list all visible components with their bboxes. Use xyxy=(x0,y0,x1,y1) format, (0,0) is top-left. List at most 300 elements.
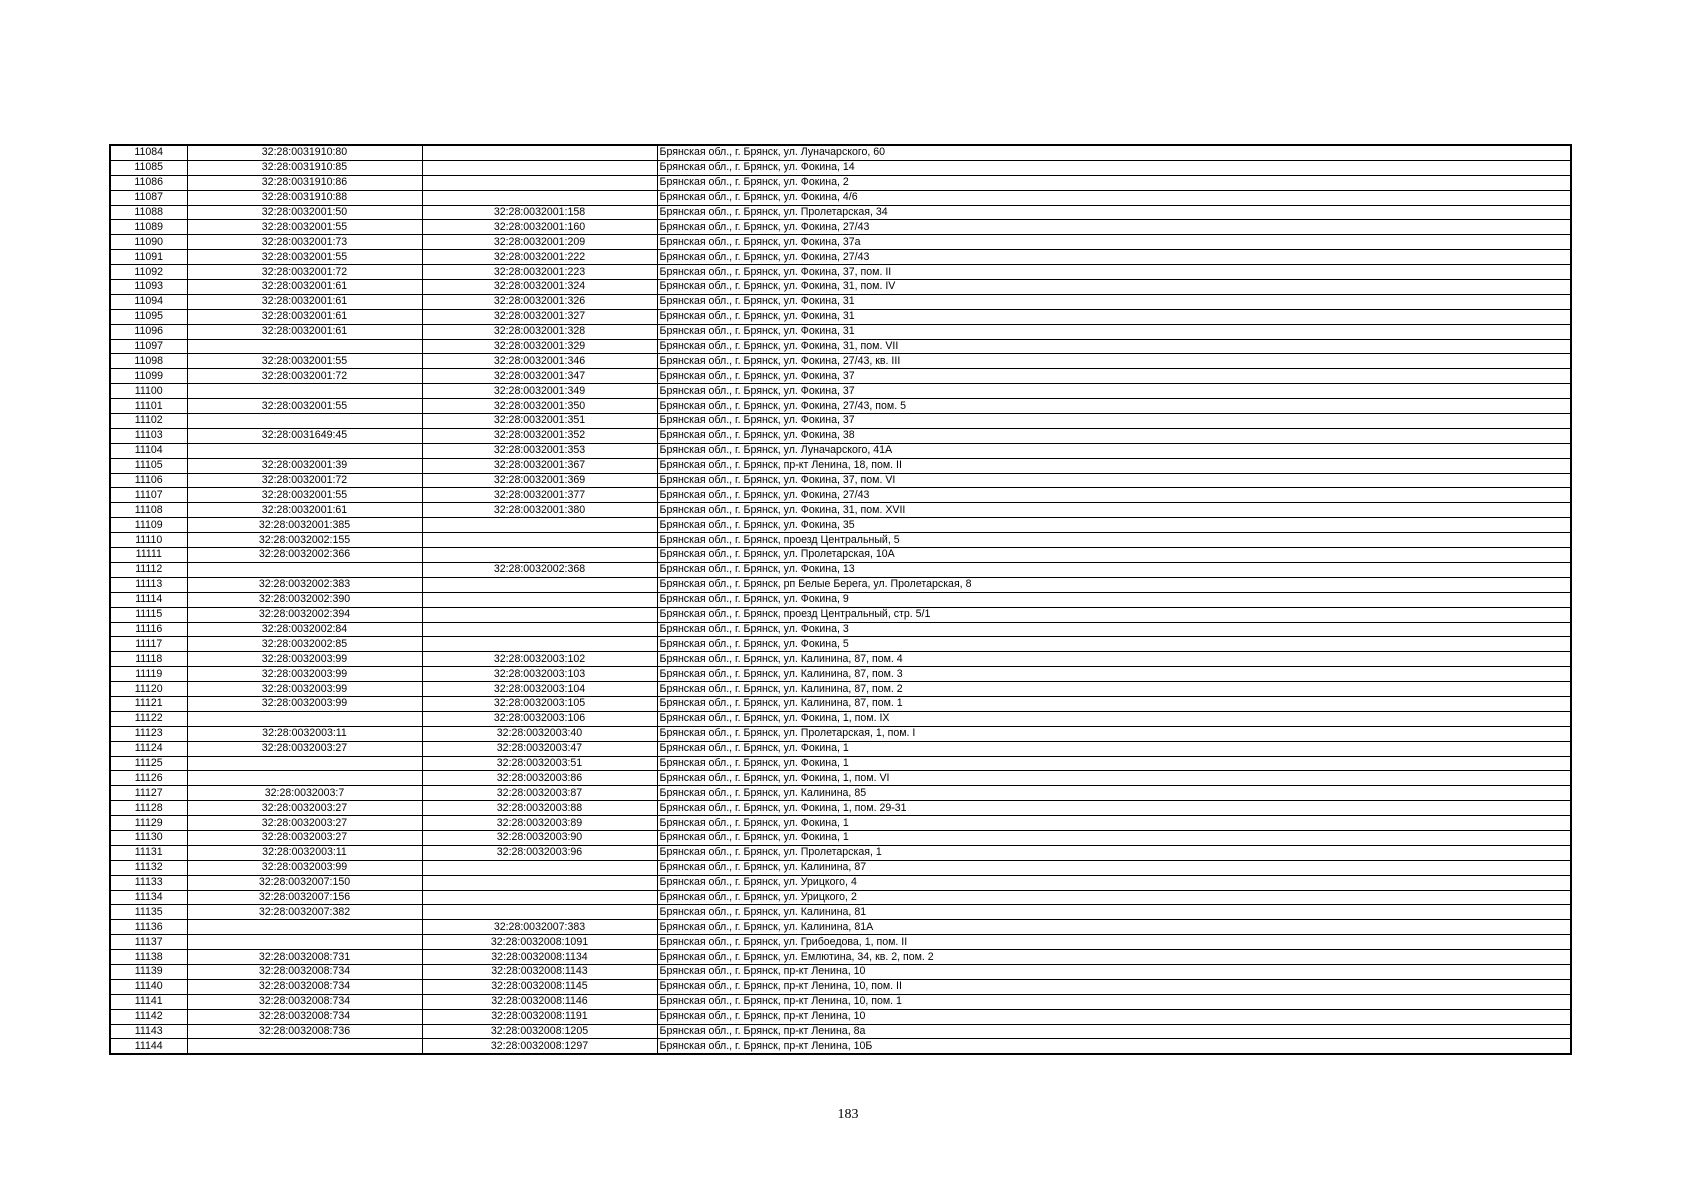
row-number-cell: 11119 xyxy=(110,667,187,682)
parent-cadastral-number-cell: 32:28:0032003:27 xyxy=(187,830,422,845)
table-row xyxy=(110,250,1571,265)
address-cell: Брянская обл., г. Брянск, ул. Фокина, 37, пом. VI xyxy=(657,473,1571,488)
object-cadastral-number-cell: 32:28:0032001:346 xyxy=(422,354,657,369)
address-cell: Брянская обл., г. Брянск, ул. Фокина, 2 xyxy=(657,175,1571,190)
table-row xyxy=(110,652,1571,667)
object-cadastral-number-cell: 32:28:0032001:326 xyxy=(422,294,657,309)
row-number-cell: 11099 xyxy=(110,369,187,384)
parent-cadastral-number-cell: 32:28:0032003:99 xyxy=(187,667,422,682)
table-row xyxy=(110,935,1571,950)
row-number-cell: 11090 xyxy=(110,235,187,250)
table-row xyxy=(110,1039,1571,1054)
row-number-cell: 11115 xyxy=(110,607,187,622)
row-number-cell: 11096 xyxy=(110,324,187,339)
object-cadastral-number-cell: 32:28:0032001:380 xyxy=(422,503,657,518)
parent-cadastral-number-cell: 32:28:0032002:85 xyxy=(187,637,422,652)
address-cell: Брянская обл., г. Брянск, ул. Пролетарская, 1 xyxy=(657,845,1571,860)
address-cell: Брянская обл., г. Брянск, ул. Калинина, 87, пом. 1 xyxy=(657,696,1571,711)
object-cadastral-number-cell: 32:28:0032008:1145 xyxy=(422,979,657,994)
parent-cadastral-number-cell: 32:28:0032001:55 xyxy=(187,354,422,369)
table-row xyxy=(110,875,1571,890)
parent-cadastral-number-cell: 32:28:0032001:55 xyxy=(187,250,422,265)
address-cell: Брянская обл., г. Брянск, пр-кт Ленина, 10 xyxy=(657,964,1571,979)
parent-cadastral-number-cell: 32:28:0032002:84 xyxy=(187,622,422,637)
table-row xyxy=(110,443,1571,458)
object-cadastral-number-cell xyxy=(422,145,657,160)
address-cell: Брянская обл., г. Брянск, ул. Фокина, 37, пом. II xyxy=(657,265,1571,280)
parent-cadastral-number-cell: 32:28:0032001:61 xyxy=(187,309,422,324)
row-number-cell: 11123 xyxy=(110,726,187,741)
address-cell: Брянская обл., г. Брянск, ул. Фокина, 27/43 xyxy=(657,220,1571,235)
table-row xyxy=(110,145,1571,160)
address-cell: Брянская обл., г. Брянск, ул. Фокина, 27/43 xyxy=(657,250,1571,265)
parent-cadastral-number-cell xyxy=(187,756,422,771)
parent-cadastral-number-cell: 32:28:0032003:99 xyxy=(187,652,422,667)
row-number-cell: 11105 xyxy=(110,458,187,473)
row-number-cell: 11100 xyxy=(110,384,187,399)
row-number-cell: 11130 xyxy=(110,830,187,845)
address-cell: Брянская обл., г. Брянск, ул. Калинина, 85 xyxy=(657,786,1571,801)
row-number-cell: 11084 xyxy=(110,145,187,160)
table-row xyxy=(110,682,1571,697)
row-number-cell: 11134 xyxy=(110,890,187,905)
row-number-cell: 11113 xyxy=(110,577,187,592)
table-row xyxy=(110,920,1571,935)
object-cadastral-number-cell: 32:28:0032008:1191 xyxy=(422,1009,657,1024)
table-row xyxy=(110,801,1571,816)
object-cadastral-number-cell: 32:28:0032003:87 xyxy=(422,786,657,801)
address-cell: Брянская обл., г. Брянск, ул. Луначарского, 41А xyxy=(657,443,1571,458)
address-cell: Брянская обл., г. Брянск, рп Белые Берега, ул. Пролетарская, 8 xyxy=(657,577,1571,592)
address-cell: Брянская обл., г. Брянск, ул. Фокина, 31 xyxy=(657,309,1571,324)
object-cadastral-number-cell: 32:28:0032001:349 xyxy=(422,384,657,399)
parent-cadastral-number-cell: 32:28:0032001:72 xyxy=(187,265,422,280)
row-number-cell: 11088 xyxy=(110,205,187,220)
object-cadastral-number-cell xyxy=(422,905,657,920)
object-cadastral-number-cell: 32:28:0032001:328 xyxy=(422,324,657,339)
table-row xyxy=(110,816,1571,831)
row-number-cell: 11109 xyxy=(110,518,187,533)
table-row xyxy=(110,696,1571,711)
parent-cadastral-number-cell: 32:28:0032008:734 xyxy=(187,994,422,1009)
table-row xyxy=(110,160,1571,175)
address-cell: Брянская обл., г. Брянск, ул. Фокина, 27/43, пом. 5 xyxy=(657,399,1571,414)
address-cell: Брянская обл., г. Брянск, ул. Фокина, 1, пом. VI xyxy=(657,771,1571,786)
object-cadastral-number-cell: 32:28:0032003:103 xyxy=(422,667,657,682)
table-row xyxy=(110,324,1571,339)
table-row xyxy=(110,890,1571,905)
parent-cadastral-number-cell: 32:28:0032002:383 xyxy=(187,577,422,592)
table-row xyxy=(110,562,1571,577)
parent-cadastral-number-cell: 32:28:0032003:27 xyxy=(187,801,422,816)
row-number-cell: 11142 xyxy=(110,1009,187,1024)
address-cell: Брянская обл., г. Брянск, ул. Калинина, 87, пом. 4 xyxy=(657,652,1571,667)
row-number-cell: 11128 xyxy=(110,801,187,816)
table-row xyxy=(110,458,1571,473)
object-cadastral-number-cell: 32:28:0032001:351 xyxy=(422,414,657,429)
page-number: 183 xyxy=(837,1107,859,1122)
table-row xyxy=(110,205,1571,220)
parent-cadastral-number-cell: 32:28:0032001:72 xyxy=(187,369,422,384)
object-cadastral-number-cell: 32:28:0032003:89 xyxy=(422,816,657,831)
object-cadastral-number-cell: 32:28:0032001:327 xyxy=(422,309,657,324)
address-cell: Брянская обл., г. Брянск, ул. Фокина, 27/43, кв. III xyxy=(657,354,1571,369)
address-cell: Брянская обл., г. Брянск, ул. Фокина, 1 xyxy=(657,741,1571,756)
row-number-cell: 11097 xyxy=(110,339,187,354)
row-number-cell: 11091 xyxy=(110,250,187,265)
parent-cadastral-number-cell: 32:28:0032003:27 xyxy=(187,741,422,756)
row-number-cell: 11086 xyxy=(110,175,187,190)
parent-cadastral-number-cell: 32:28:0032001:61 xyxy=(187,294,422,309)
row-number-cell: 11141 xyxy=(110,994,187,1009)
table-row xyxy=(110,428,1571,443)
table-row xyxy=(110,384,1571,399)
row-number-cell: 11107 xyxy=(110,488,187,503)
object-cadastral-number-cell: 32:28:0032001:329 xyxy=(422,339,657,354)
parent-cadastral-number-cell: 32:28:0032001:61 xyxy=(187,503,422,518)
table-row xyxy=(110,845,1571,860)
object-cadastral-number-cell: 32:28:0032003:96 xyxy=(422,845,657,860)
parent-cadastral-number-cell: 32:28:0032002:390 xyxy=(187,592,422,607)
table-row xyxy=(110,830,1571,845)
table-row xyxy=(110,533,1571,548)
parent-cadastral-number-cell xyxy=(187,443,422,458)
parent-cadastral-number-cell: 32:28:0032001:55 xyxy=(187,488,422,503)
address-cell: Брянская обл., г. Брянск, пр-кт Ленина, 10, пом. 1 xyxy=(657,994,1571,1009)
address-cell: Брянская обл., г. Брянск, ул. Фокина, 13 xyxy=(657,562,1571,577)
address-cell: Брянская обл., г. Брянск, ул. Фокина, 38 xyxy=(657,428,1571,443)
object-cadastral-number-cell: 32:28:0032001:160 xyxy=(422,220,657,235)
table-row xyxy=(110,309,1571,324)
parent-cadastral-number-cell xyxy=(187,1039,422,1054)
parent-cadastral-number-cell xyxy=(187,384,422,399)
row-number-cell: 11132 xyxy=(110,860,187,875)
row-number-cell: 11143 xyxy=(110,1024,187,1039)
parent-cadastral-number-cell xyxy=(187,771,422,786)
object-cadastral-number-cell: 32:28:0032001:222 xyxy=(422,250,657,265)
row-number-cell: 11144 xyxy=(110,1039,187,1054)
parent-cadastral-number-cell: 32:28:0032008:734 xyxy=(187,1009,422,1024)
address-cell: Брянская обл., г. Брянск, ул. Фокина, 31 xyxy=(657,294,1571,309)
table-row xyxy=(110,220,1571,235)
object-cadastral-number-cell: 32:28:0032003:106 xyxy=(422,711,657,726)
object-cadastral-number-cell xyxy=(422,860,657,875)
row-number-cell: 11103 xyxy=(110,428,187,443)
row-number-cell: 11106 xyxy=(110,473,187,488)
address-cell: Брянская обл., г. Брянск, ул. Фокина, 1, пом. 29-31 xyxy=(657,801,1571,816)
table-row xyxy=(110,607,1571,622)
parent-cadastral-number-cell: 32:28:0032001:72 xyxy=(187,473,422,488)
address-cell: Брянская обл., г. Брянск, проезд Центральный, стр. 5/1 xyxy=(657,607,1571,622)
parent-cadastral-number-cell xyxy=(187,935,422,950)
table-row xyxy=(110,726,1571,741)
table-row xyxy=(110,622,1571,637)
parent-cadastral-number-cell: 32:28:0032003:11 xyxy=(187,726,422,741)
table-row xyxy=(110,1024,1571,1039)
parent-cadastral-number-cell: 32:28:0031910:80 xyxy=(187,145,422,160)
row-number-cell: 11124 xyxy=(110,741,187,756)
address-cell: Брянская обл., г. Брянск, ул. Калинина, 87, пом. 3 xyxy=(657,667,1571,682)
parent-cadastral-number-cell: 32:28:0032003:7 xyxy=(187,786,422,801)
object-cadastral-number-cell: 32:28:0032002:368 xyxy=(422,562,657,577)
object-cadastral-number-cell: 32:28:0032001:223 xyxy=(422,265,657,280)
parent-cadastral-number-cell: 32:28:0031649:45 xyxy=(187,428,422,443)
row-number-cell: 11138 xyxy=(110,950,187,965)
table-row xyxy=(110,786,1571,801)
address-cell: Брянская обл., г. Брянск, ул. Фокина, 37а xyxy=(657,235,1571,250)
row-number-cell: 11129 xyxy=(110,816,187,831)
row-number-cell: 11092 xyxy=(110,265,187,280)
row-number-cell: 11120 xyxy=(110,682,187,697)
object-cadastral-number-cell: 32:28:0032008:1143 xyxy=(422,964,657,979)
address-cell: Брянская обл., г. Брянск, ул. Фокина, 37 xyxy=(657,414,1571,429)
table-row xyxy=(110,756,1571,771)
address-cell: Брянская обл., г. Брянск, ул. Фокина, 1, пом. IX xyxy=(657,711,1571,726)
table-row xyxy=(110,577,1571,592)
address-cell: Брянская обл., г. Брянск, ул. Пролетарская, 1, пом. I xyxy=(657,726,1571,741)
table-row xyxy=(110,369,1571,384)
address-cell: Брянская обл., г. Брянск, пр-кт Ленина, 18, пом. II xyxy=(657,458,1571,473)
parent-cadastral-number-cell: 32:28:0031910:88 xyxy=(187,190,422,205)
object-cadastral-number-cell: 32:28:0032003:51 xyxy=(422,756,657,771)
row-number-cell: 11136 xyxy=(110,920,187,935)
address-cell: Брянская обл., г. Брянск, ул. Урицкого, 2 xyxy=(657,890,1571,905)
address-cell: Брянская обл., г. Брянск, ул. Фокина, 14 xyxy=(657,160,1571,175)
parent-cadastral-number-cell: 32:28:0032002:366 xyxy=(187,548,422,563)
table-row xyxy=(110,592,1571,607)
object-cadastral-number-cell xyxy=(422,875,657,890)
row-number-cell: 11087 xyxy=(110,190,187,205)
address-cell: Брянская обл., г. Брянск, ул. Урицкого, 4 xyxy=(657,875,1571,890)
table-row xyxy=(110,280,1571,295)
row-number-cell: 11131 xyxy=(110,845,187,860)
object-cadastral-number-cell: 32:28:0032007:383 xyxy=(422,920,657,935)
address-cell: Брянская обл., г. Брянск, ул. Фокина, 4/6 xyxy=(657,190,1571,205)
table-row xyxy=(110,860,1571,875)
parent-cadastral-number-cell: 32:28:0032008:734 xyxy=(187,964,422,979)
parent-cadastral-number-cell: 32:28:0032008:731 xyxy=(187,950,422,965)
table-row xyxy=(110,190,1571,205)
table-row xyxy=(110,518,1571,533)
object-cadastral-number-cell xyxy=(422,160,657,175)
parent-cadastral-number-cell: 32:28:0031910:86 xyxy=(187,175,422,190)
row-number-cell: 11085 xyxy=(110,160,187,175)
row-number-cell: 11125 xyxy=(110,756,187,771)
object-cadastral-number-cell xyxy=(422,533,657,548)
object-cadastral-number-cell xyxy=(422,890,657,905)
parent-cadastral-number-cell: 32:28:0032001:385 xyxy=(187,518,422,533)
table-row xyxy=(110,399,1571,414)
row-number-cell: 11137 xyxy=(110,935,187,950)
row-number-cell: 11127 xyxy=(110,786,187,801)
object-cadastral-number-cell: 32:28:0032001:324 xyxy=(422,280,657,295)
address-cell: Брянская обл., г. Брянск, ул. Фокина, 1 xyxy=(657,816,1571,831)
row-number-cell: 11135 xyxy=(110,905,187,920)
parent-cadastral-number-cell: 32:28:0032003:99 xyxy=(187,682,422,697)
object-cadastral-number-cell: 32:28:0032008:1205 xyxy=(422,1024,657,1039)
object-cadastral-number-cell xyxy=(422,622,657,637)
address-cell: Брянская обл., г. Брянск, пр-кт Ленина, 8а xyxy=(657,1024,1571,1039)
address-cell: Брянская обл., г. Брянск, ул. Фокина, 31, пом. XVII xyxy=(657,503,1571,518)
row-number-cell: 11089 xyxy=(110,220,187,235)
table-row xyxy=(110,235,1571,250)
parent-cadastral-number-cell: 32:28:0032001:55 xyxy=(187,399,422,414)
parent-cadastral-number-cell: 32:28:0032007:150 xyxy=(187,875,422,890)
object-cadastral-number-cell xyxy=(422,577,657,592)
object-cadastral-number-cell: 32:28:0032003:86 xyxy=(422,771,657,786)
object-cadastral-number-cell: 32:28:0032001:352 xyxy=(422,428,657,443)
object-cadastral-number-cell: 32:28:0032001:369 xyxy=(422,473,657,488)
address-cell: Брянская обл., г. Брянск, ул. Фокина, 1 xyxy=(657,756,1571,771)
object-cadastral-number-cell: 32:28:0032001:347 xyxy=(422,369,657,384)
table-row xyxy=(110,950,1571,965)
parent-cadastral-number-cell: 32:28:0032001:73 xyxy=(187,235,422,250)
table-row xyxy=(110,741,1571,756)
table-row xyxy=(110,979,1571,994)
row-number-cell: 11093 xyxy=(110,280,187,295)
table-row xyxy=(110,503,1571,518)
object-cadastral-number-cell: 32:28:0032003:88 xyxy=(422,801,657,816)
address-cell: Брянская обл., г. Брянск, пр-кт Ленина, 10Б xyxy=(657,1039,1571,1054)
object-cadastral-number-cell: 32:28:0032001:377 xyxy=(422,488,657,503)
object-cadastral-number-cell: 32:28:0032001:158 xyxy=(422,205,657,220)
row-number-cell: 11108 xyxy=(110,503,187,518)
parent-cadastral-number-cell xyxy=(187,414,422,429)
parent-cadastral-number-cell: 32:28:0032001:61 xyxy=(187,280,422,295)
object-cadastral-number-cell: 32:28:0032003:104 xyxy=(422,682,657,697)
object-cadastral-number-cell: 32:28:0032003:102 xyxy=(422,652,657,667)
address-cell: Брянская обл., г. Брянск, ул. Калинина, 87, пом. 2 xyxy=(657,682,1571,697)
row-number-cell: 11133 xyxy=(110,875,187,890)
parent-cadastral-number-cell: 32:28:0032001:50 xyxy=(187,205,422,220)
parent-cadastral-number-cell: 32:28:0032002:155 xyxy=(187,533,422,548)
row-number-cell: 11102 xyxy=(110,414,187,429)
table-row xyxy=(110,175,1571,190)
row-number-cell: 11110 xyxy=(110,533,187,548)
table-row xyxy=(110,964,1571,979)
object-cadastral-number-cell xyxy=(422,548,657,563)
object-cadastral-number-cell: 32:28:0032001:209 xyxy=(422,235,657,250)
address-cell: Брянская обл., г. Брянск, ул. Калинина, 81 xyxy=(657,905,1571,920)
address-cell: Брянская обл., г. Брянск, ул. Фокина, 31 xyxy=(657,324,1571,339)
parent-cadastral-number-cell: 32:28:0032008:734 xyxy=(187,979,422,994)
object-cadastral-number-cell: 32:28:0032001:367 xyxy=(422,458,657,473)
table-row xyxy=(110,905,1571,920)
table-row xyxy=(110,711,1571,726)
parent-cadastral-number-cell xyxy=(187,562,422,577)
row-number-cell: 11117 xyxy=(110,637,187,652)
table-body xyxy=(110,145,1571,1054)
address-cell: Брянская обл., г. Брянск, ул. Фокина, 9 xyxy=(657,592,1571,607)
row-number-cell: 11112 xyxy=(110,562,187,577)
table-row xyxy=(110,265,1571,280)
row-number-cell: 11139 xyxy=(110,964,187,979)
parent-cadastral-number-cell: 32:28:0032001:61 xyxy=(187,324,422,339)
object-cadastral-number-cell: 32:28:0032001:353 xyxy=(422,443,657,458)
object-cadastral-number-cell: 32:28:0032001:350 xyxy=(422,399,657,414)
parent-cadastral-number-cell xyxy=(187,339,422,354)
address-cell: Брянская обл., г. Брянск, ул. Фокина, 37 xyxy=(657,384,1571,399)
object-cadastral-number-cell: 32:28:0032003:105 xyxy=(422,696,657,711)
address-cell: Брянская обл., г. Брянск, ул. Фокина, 37 xyxy=(657,369,1571,384)
object-cadastral-number-cell: 32:28:0032003:47 xyxy=(422,741,657,756)
address-cell: Брянская обл., г. Брянск, ул. Емлютина, 34, кв. 2, пом. 2 xyxy=(657,950,1571,965)
table-row xyxy=(110,548,1571,563)
address-cell: Брянская обл., г. Брянск, ул. Фокина, 27/43 xyxy=(657,488,1571,503)
table-row xyxy=(110,473,1571,488)
address-cell: Брянская обл., г. Брянск, пр-кт Ленина, 10 xyxy=(657,1009,1571,1024)
table-row xyxy=(110,637,1571,652)
address-cell: Брянская обл., г. Брянск, ул. Фокина, 1 xyxy=(657,830,1571,845)
parent-cadastral-number-cell: 32:28:0032001:39 xyxy=(187,458,422,473)
object-cadastral-number-cell xyxy=(422,607,657,622)
parent-cadastral-number-cell: 32:28:0032001:55 xyxy=(187,220,422,235)
parent-cadastral-number-cell: 32:28:0032003:99 xyxy=(187,696,422,711)
table-row xyxy=(110,994,1571,1009)
row-number-cell: 11101 xyxy=(110,399,187,414)
row-number-cell: 11104 xyxy=(110,443,187,458)
parent-cadastral-number-cell: 32:28:0031910:85 xyxy=(187,160,422,175)
address-cell: Брянская обл., г. Брянск, ул. Фокина, 31, пом. VII xyxy=(657,339,1571,354)
parent-cadastral-number-cell xyxy=(187,711,422,726)
object-cadastral-number-cell: 32:28:0032008:1297 xyxy=(422,1039,657,1054)
parent-cadastral-number-cell: 32:28:0032002:394 xyxy=(187,607,422,622)
parent-cadastral-number-cell: 32:28:0032008:736 xyxy=(187,1024,422,1039)
table-row xyxy=(110,354,1571,369)
table-row xyxy=(110,1009,1571,1024)
address-cell: Брянская обл., г. Брянск, ул. Калинина, 81А xyxy=(657,920,1571,935)
table-row xyxy=(110,771,1571,786)
address-cell: Брянская обл., г. Брянск, ул. Фокина, 5 xyxy=(657,637,1571,652)
object-cadastral-number-cell xyxy=(422,190,657,205)
address-cell: Брянская обл., г. Брянск, ул. Пролетарская, 10А xyxy=(657,548,1571,563)
object-cadastral-number-cell: 32:28:0032008:1146 xyxy=(422,994,657,1009)
address-cell: Брянская обл., г. Брянск, ул. Фокина, 35 xyxy=(657,518,1571,533)
row-number-cell: 11114 xyxy=(110,592,187,607)
parent-cadastral-number-cell xyxy=(187,920,422,935)
object-cadastral-number-cell xyxy=(422,637,657,652)
table-row xyxy=(110,488,1571,503)
parent-cadastral-number-cell: 32:28:0032003:11 xyxy=(187,845,422,860)
row-number-cell: 11111 xyxy=(110,548,187,563)
address-cell: Брянская обл., г. Брянск, ул. Луначарского, 60 xyxy=(657,145,1571,160)
table-row xyxy=(110,414,1571,429)
object-cadastral-number-cell: 32:28:0032008:1091 xyxy=(422,935,657,950)
row-number-cell: 11094 xyxy=(110,294,187,309)
row-number-cell: 11121 xyxy=(110,696,187,711)
address-cell: Брянская обл., г. Брянск, ул. Пролетарская, 34 xyxy=(657,205,1571,220)
object-cadastral-number-cell: 32:28:0032008:1134 xyxy=(422,950,657,965)
parent-cadastral-number-cell: 32:28:0032007:156 xyxy=(187,890,422,905)
parent-cadastral-number-cell: 32:28:0032003:27 xyxy=(187,816,422,831)
object-cadastral-number-cell: 32:28:0032003:90 xyxy=(422,830,657,845)
table-row xyxy=(110,667,1571,682)
row-number-cell: 11126 xyxy=(110,771,187,786)
object-cadastral-number-cell: 32:28:0032003:40 xyxy=(422,726,657,741)
address-cell: Брянская обл., г. Брянск, ул. Калинина, 87 xyxy=(657,860,1571,875)
row-number-cell: 11118 xyxy=(110,652,187,667)
object-cadastral-number-cell xyxy=(422,592,657,607)
address-cell: Брянская обл., г. Брянск, проезд Центральный, 5 xyxy=(657,533,1571,548)
parent-cadastral-number-cell: 32:28:0032007:382 xyxy=(187,905,422,920)
object-cadastral-number-cell xyxy=(422,518,657,533)
address-cell: Брянская обл., г. Брянск, ул. Фокина, 31, пом. IV xyxy=(657,280,1571,295)
row-number-cell: 11122 xyxy=(110,711,187,726)
row-number-cell: 11140 xyxy=(110,979,187,994)
object-cadastral-number-cell xyxy=(422,175,657,190)
row-number-cell: 11095 xyxy=(110,309,187,324)
table-row xyxy=(110,294,1571,309)
